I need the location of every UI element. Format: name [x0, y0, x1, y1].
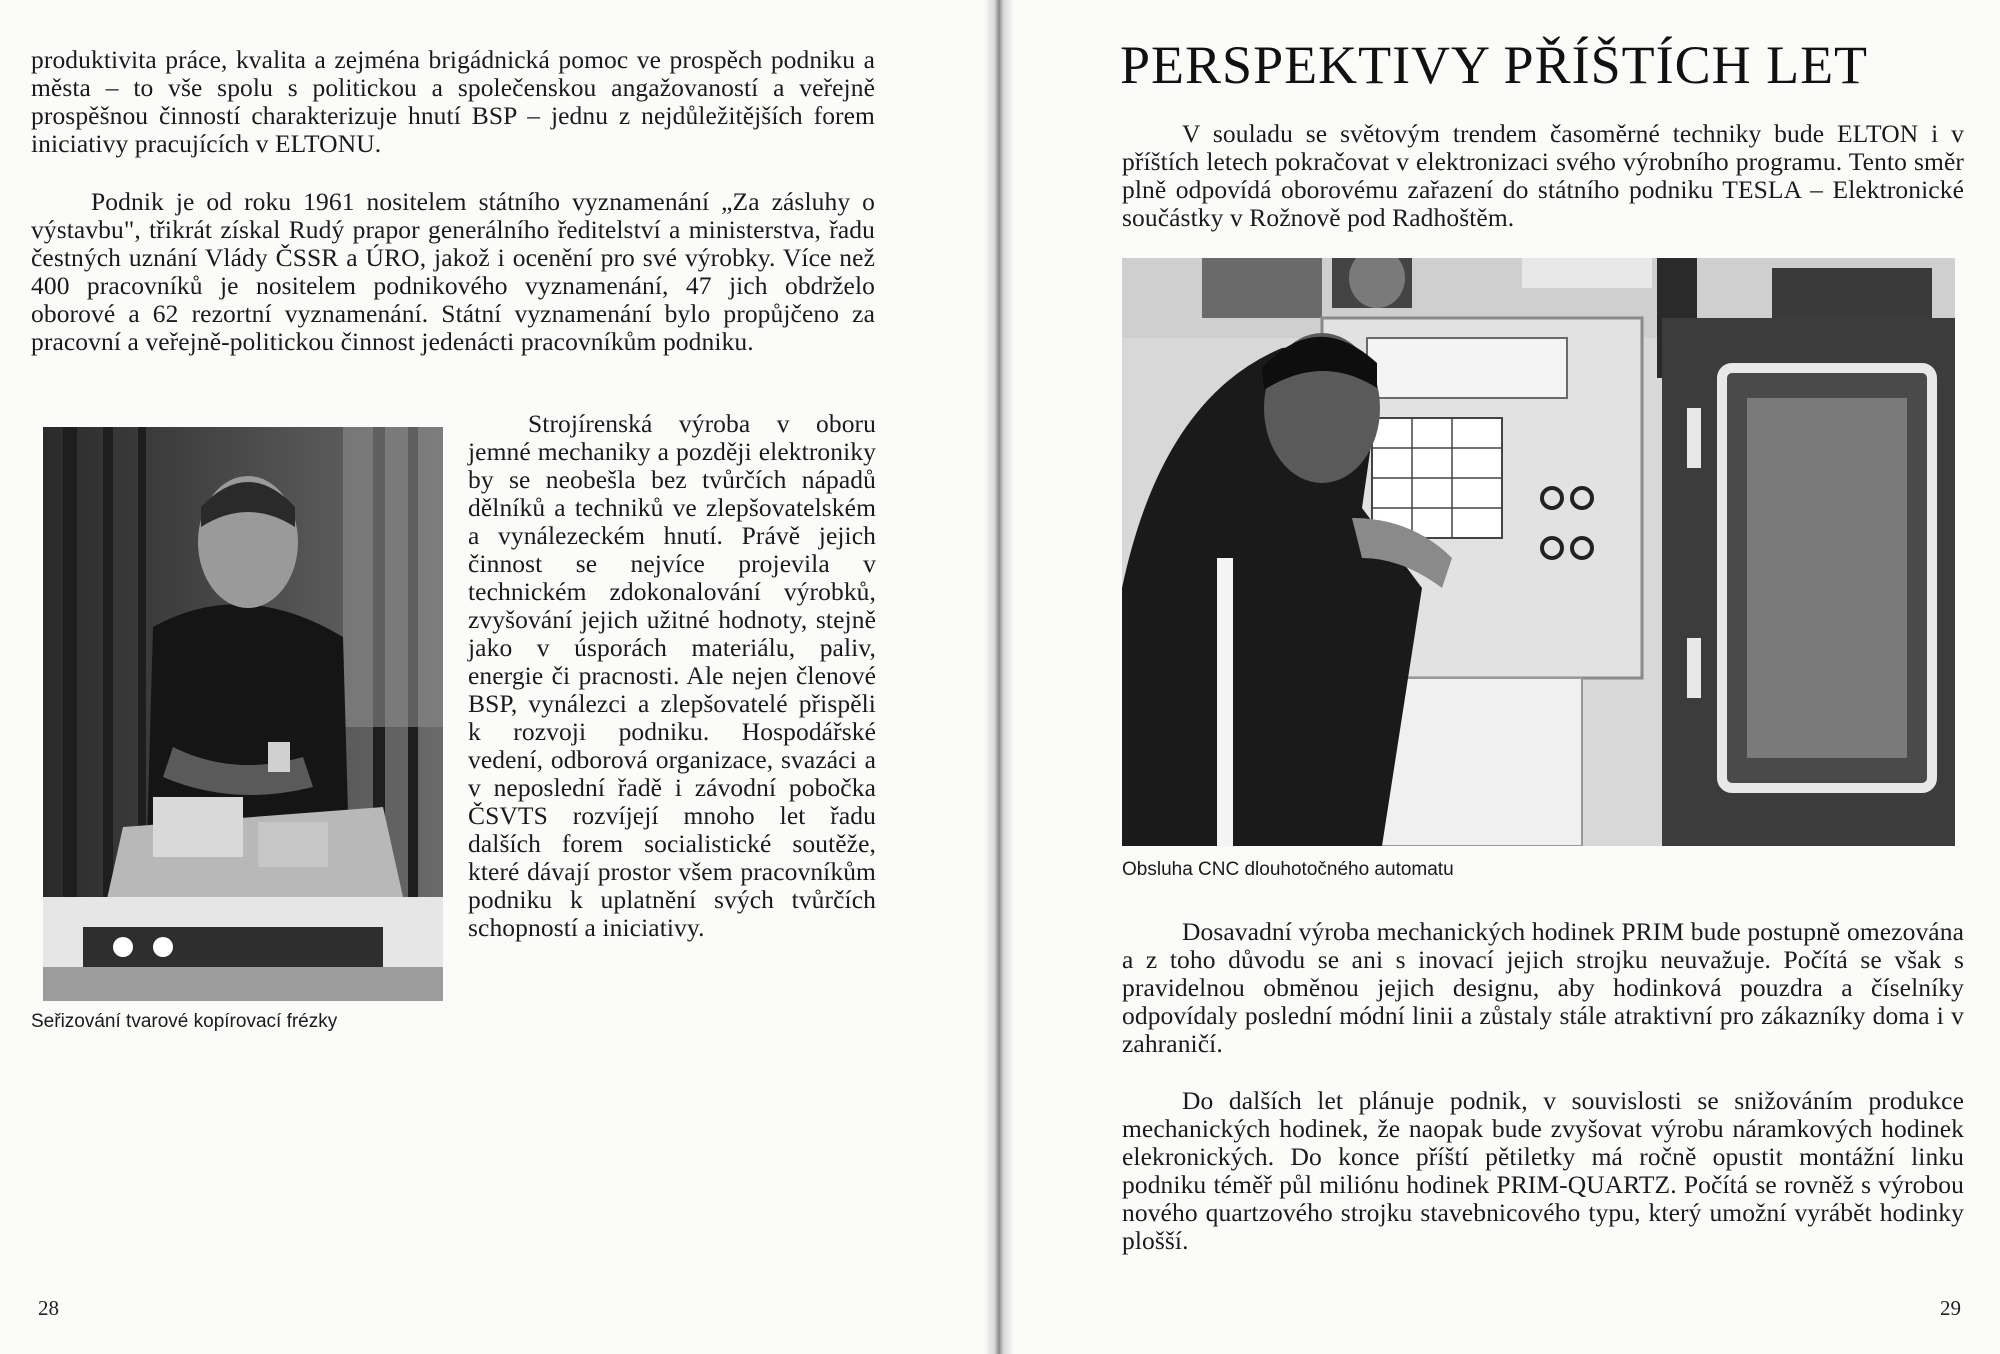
right-paragraph-3: Do dalších let plánuje podnik, v souvislosti se snižováním produkce mechanických hodinek, že naopak bude zvyšovat výrobu náramkových hodinek elekronických. Do konce příští pětiletky má ročně opustit montážní linku podniku téměř půl miliónu hodinek PRIM-QUARTZ. Počítá se rovněž s výrobou nového quartzového strojku stavebnicového typu, který umožní vyrábět hodinky plošší.: [1122, 1086, 1964, 1255]
left-paragraph-2: Podnik je od roku 1961 nositelem státního vyznamenání „Za zásluhy o výstavbu", třikrát získal Rudý prapor generálního ředitelství a ministerstva, řadu čestných uznání Vlády ČSSR a ÚRO, jakož i ocenění pro své výrobky. Více než 400 pracovníků je nositelem podnikového vyznamenání, 47 jich obdrželo oborové a 62 rezortní vyznamenání. Státní vyznamenání bylo propůjčeno za pracovní a veřejně-politickou činnost jedenácti pracovníkům podniku.: [31, 187, 875, 356]
left-paragraph-1: produktivita práce, kvalita a zejména brigádnická pomoc ve prospěch podniku a města – to vše spolu s politickou a společenskou angažovaností a veřejně prospěšnou činností charakterizuje hnutí BSP – jednu z nejdůležitějších forem iniciativy pracujících v ELTONU.: [31, 45, 875, 158]
left-paragraph-3: Strojírenská výroba v oboru jemné mechaniky a později elektroniky by se neobešla bez tvůrčích nápadů dělníků a techniků ve zlepšovatelském a vynálezeckém hnutí. Právě jejich činnost se nejvíce projevila v technickém zdokonalování výrobků, zvyšování jejich užitné hodnoty, stejně jako v úsporách materiálu, paliv, energie či pracnosti. Ale nejen členové BSP, vynálezci a zlepšovatelé přispěli k rozvoji podniku. Hospodářské vedení, odborová organizace, svazáci a v neposlední řadě i závodní pobočka ČSVTS rozvíjejí mnoho let řadu dalších forem socialistické soutěže, které dávají prostor všem pracovníkům podniku k uplatnění svých tvůrčích schopností a iniciativy.: [468, 409, 876, 942]
left-photo-caption: Seřizování tvarové kopírovací frézky: [31, 1011, 338, 1032]
right-photo-caption: Obsluha CNC dlouhotočného automatu: [1122, 859, 1454, 880]
photo-cnc-machine: [1122, 258, 1955, 846]
right-paragraph-1: V souladu se světovým trendem časoměrné techniky bude ELTON i v příštích letech pokračovat v elektronizaci svého výrobního programu. Tento směr plně odpovídá oborovému zařazení do státního podniku TESLA – Elektronické součástky v Rožnově pod Radhoštěm.: [1122, 119, 1964, 232]
photo-milling-machine: [43, 427, 443, 1001]
page-number-right: 29: [1940, 1296, 1961, 1320]
page-number-left: 28: [38, 1296, 59, 1320]
right-paragraph-2: Dosavadní výroba mechanických hodinek PRIM bude postupně omezována a z toho důvodu se ani s inovací jejich strojku neuvažuje. Počítá se však s pravidelnou obměnou jejich designu, aby hodinková pouzdra a číselníky odpovídaly poslední módní linii a zůstaly stále atraktivní pro zákazníky doma i v zahraničí.: [1122, 917, 1964, 1058]
page-title: PERSPEKTIVY PŘÍŠTÍCH LET: [1120, 35, 1869, 95]
right-page: [1000, 0, 2000, 1354]
